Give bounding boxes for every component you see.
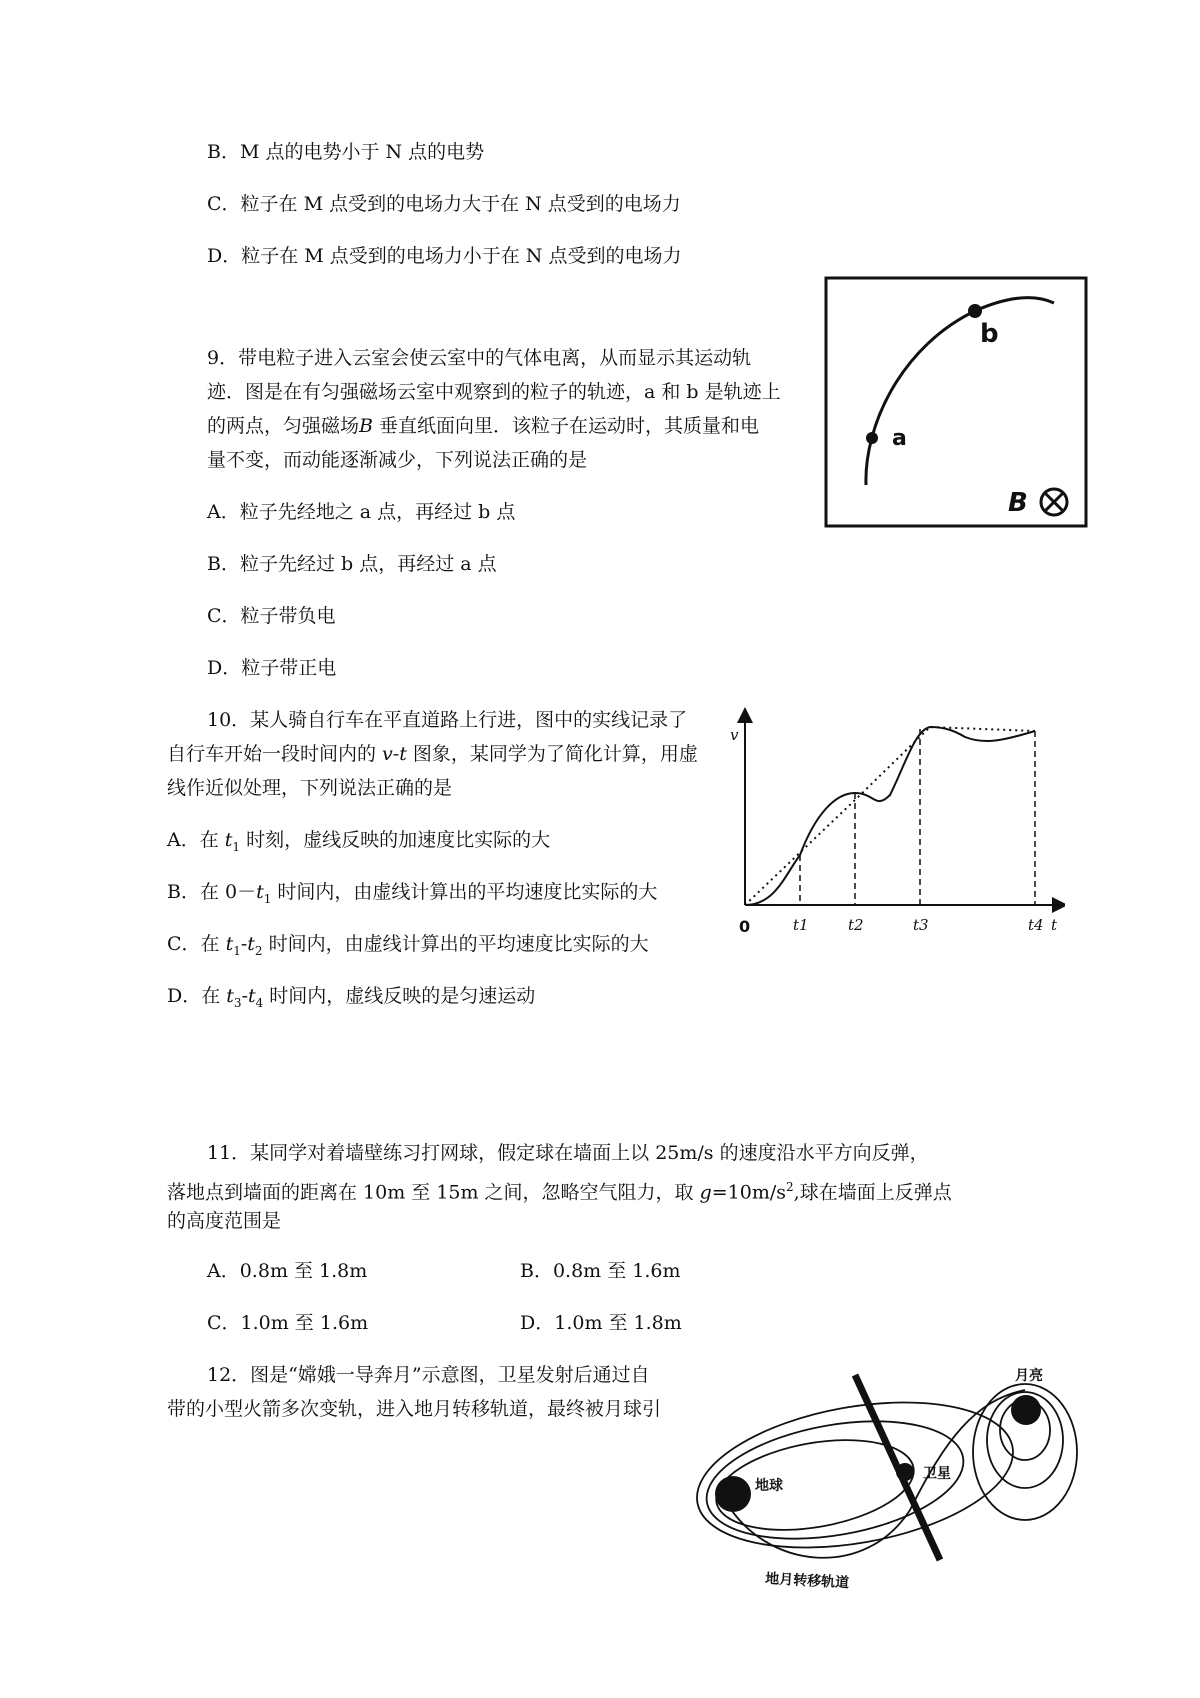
q10-option-b: B．在 $0-t_1$ 时间内，由虚线计算出的平均速度比实际的大: [167, 881, 658, 906]
q8-option-b: B．M 点的电势小于 N 点的电势: [207, 141, 485, 163]
solid-series-line: [745, 727, 1035, 905]
q11-stem-line3: 的高度范围是: [167, 1210, 282, 1232]
label-a: a: [892, 426, 907, 451]
origin-label: 0: [739, 917, 751, 936]
cloud-chamber-figure: [822, 275, 1092, 535]
t-axis-label: t: [1051, 916, 1058, 934]
q12-stem-line1: 12．图是“嫦娥一导奔月”示意图，卫星发射后通过自: [207, 1364, 650, 1386]
label-field-b: B: [1008, 488, 1028, 518]
moon-icon: [1011, 1395, 1041, 1425]
q8-option-d: D．粒子在 M 点受到的电场力小于在 N 点受到的电场力: [207, 245, 682, 267]
point-b-dot: [968, 304, 982, 318]
tick-label-t3: t3: [913, 916, 929, 934]
q10-option-c: C．在 $t_1-t_2$ 时间内，由虚线计算出的平均速度比实际的大: [167, 933, 649, 958]
change-orbit-figure: [695, 1360, 1095, 1690]
moon-label: 月亮: [1015, 1368, 1043, 1384]
label-b: b: [980, 319, 999, 349]
q10-option-d: D．在 $t_3-t_4$ 时间内，虚线反映的是匀速运动: [167, 985, 536, 1010]
q11-option-d: D．1.0m 至 1.8m: [520, 1312, 682, 1334]
q11-option-a: A．0.8m 至 1.8m: [207, 1260, 368, 1282]
vt-chart: [725, 705, 1065, 945]
q11-stem-line1: 11．某同学对着墙壁练习打网球，假定球在墙面上以 25m/s 的速度沿水平方向反弹，: [207, 1142, 929, 1164]
earth-icon: [715, 1476, 751, 1512]
tick-label-t2: t2: [848, 916, 864, 934]
satellite-label: 卫星: [923, 1466, 951, 1482]
tick-label-t1: t1: [793, 916, 809, 934]
q9-option-c: C．粒子带负电: [207, 605, 336, 627]
q8-option-c: C．粒子在 M 点受到的电场力大于在 N 点受到的电场力: [207, 193, 681, 215]
q10-stem-line2: 自行车开始一段时间内的 v-t 图象，某同学为了简化计算，用虚: [167, 743, 698, 765]
q10-stem-line3: 线作近似处理，下列说法正确的是: [167, 777, 453, 799]
q11-option-b: B．0.8m 至 1.6m: [520, 1260, 681, 1282]
q9-option-b: B．粒子先经过 b 点，再经过 a 点: [207, 553, 497, 575]
q9-stem-line1: 9．带电粒子进入云室会使云室中的气体电离，从而显示其运动轨: [207, 347, 752, 369]
transfer-orbit-label: 地月转移轨道: [764, 1571, 850, 1592]
q9-option-d: D．粒子带正电: [207, 657, 337, 679]
q9-stem-line3: 的两点，匀强磁场B 垂直纸面向里．该粒子在运动时，其质量和电: [207, 415, 760, 437]
q9-stem-line2: 迹．图是在有匀强磁场云室中观察到的粒子的轨迹，a 和 b 是轨迹上: [207, 381, 781, 403]
q9-stem-line4: 量不变，而动能逐渐减少，下列说法正确的是: [207, 449, 588, 471]
q9-option-a: A．粒子先经地之 a 点，再经过 b 点: [207, 501, 516, 523]
v-axis-label: v: [730, 726, 739, 744]
satellite-icon: [896, 1463, 914, 1481]
figure-frame: [826, 278, 1086, 526]
into-page-field-icon: [1041, 489, 1067, 515]
q10-option-a: A．在 $t_1$ 时刻，虚线反映的加速度比实际的大: [167, 829, 551, 854]
earth-label: 地球: [755, 1478, 783, 1494]
q11-stem-line2: 落地点到墙面的距离在 10m 至 15m 之间，忽略空气阻力，取 $g=10m/s^2$,球在墙面上反弹点: [167, 1180, 952, 1204]
particle-track: [866, 298, 1054, 485]
dotted-series-line: [745, 727, 1035, 905]
point-a-dot: [866, 432, 878, 444]
tick-label-t4: t4: [1028, 916, 1044, 934]
q10-stem-line1: 10．某人骑自行车在平直道路上行进，图中的实线记录了: [207, 709, 688, 731]
q11-option-c: C．1.0m 至 1.6m: [207, 1312, 369, 1334]
q12-stem-line2: 带的小型火箭多次变轨，进入地月转移轨道，最终被月球引: [167, 1398, 662, 1420]
